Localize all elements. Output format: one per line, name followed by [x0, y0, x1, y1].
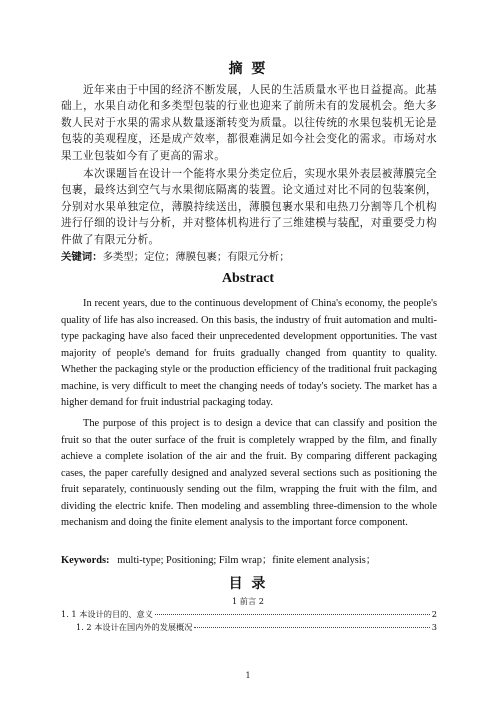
abstract-cn-title: 摘 要 — [228, 61, 268, 77]
toc-entry[interactable] — [61, 609, 437, 620]
keywords-cn-label: 关键词： — [61, 251, 103, 263]
abstract-cn-paragraph-2: 本次课题旨在设计一个能将水果分类定位后，实现水果外表层被薄膜完全包裹，最终达到空气与水果彻底隔离的装置。论文通过对比不同的包装案例，分别对水果单独定位，薄膜持续送出，薄膜包裹水果和电热刀分割等几个机构进行仔细的设计与分析，并对整体机构进行了三维建模与装配，对重要受力构件做了有限元分析。 — [61, 168, 437, 246]
abstract-en-paragraph-2: The purpose of this project is to design a device that can classify and position the fruit so that the outer surface of the fruit is completely wrapped by the film, and finally achieve a complete isolation of the air and the fruit. By comparing different packaging cases, the paper carefully designed and analyzed several sections such as positioning the fruit separately, continuously sending out the film, wrapping the fruit with the film, and dividing the electric knife. Then modeling and assembling three-dimension to the whole mechanism and doing the finite element analysis to the important force component. — [61, 418, 437, 528]
abstract-cn-keywords — [61, 248, 437, 263]
abstract-cn-paragraph-1: 近年来由于中国的经济不断发展，人民的生活质量水平也日益提高。此基础上，水果自动化和多类型包装的行业也迎来了前所未有的发展机会。绝大多数人民对于水果的需求从数量逐渐转变为质量。以往传统的水果包装机无论是包装的美观程度，还是成产效率，都很难满足如今社会变化的需求。市场对水果工业包装如今有了更高的需求。 — [61, 84, 437, 162]
abstract-en-paragraph-1: In recent years, due to the continuous development of China's economy, the people's quality of life has also increased. On this basis, the industry of fruit automation and multi-type packaging have also faced their unprecedented development opportunities. The vast majority of people's demand for fruits gradually changed from quantity to quality. Whether the packaging style or the production efficiency of the traditional fruit packaging machine, is very difficult to meet the changing needs of today's society. The market has a higher demand for fruit industrial packaging today. — [61, 298, 437, 408]
toc-entry-label: 1. 2 本设计在国内外的发展概况 — [76, 622, 193, 632]
toc-entry-label: 1. 1 本设计的目的、意义 — [61, 609, 153, 619]
keywords-en-value: multi-type; Positioning; Film wrap；finite element analysis； — [117, 555, 377, 566]
toc-title: 目 录 — [228, 576, 268, 592]
page-number: 1 — [245, 671, 251, 680]
toc-leader-dots — [155, 614, 430, 615]
abstract-en-keywords — [61, 553, 437, 570]
toc-entry-page: 3 — [431, 622, 437, 632]
toc-entry[interactable] — [76, 622, 437, 633]
toc-chapter-1[interactable]: 1 前言 2 — [232, 596, 264, 606]
abstract-en-title: Abstract — [221, 271, 275, 286]
toc-leader-dots — [194, 627, 429, 628]
keywords-cn-value: 多类型；定位；薄膜包裹；有限元分析； — [102, 251, 290, 263]
toc-entry-page: 2 — [431, 609, 437, 619]
keywords-en-label: Keywords: — [61, 555, 110, 566]
